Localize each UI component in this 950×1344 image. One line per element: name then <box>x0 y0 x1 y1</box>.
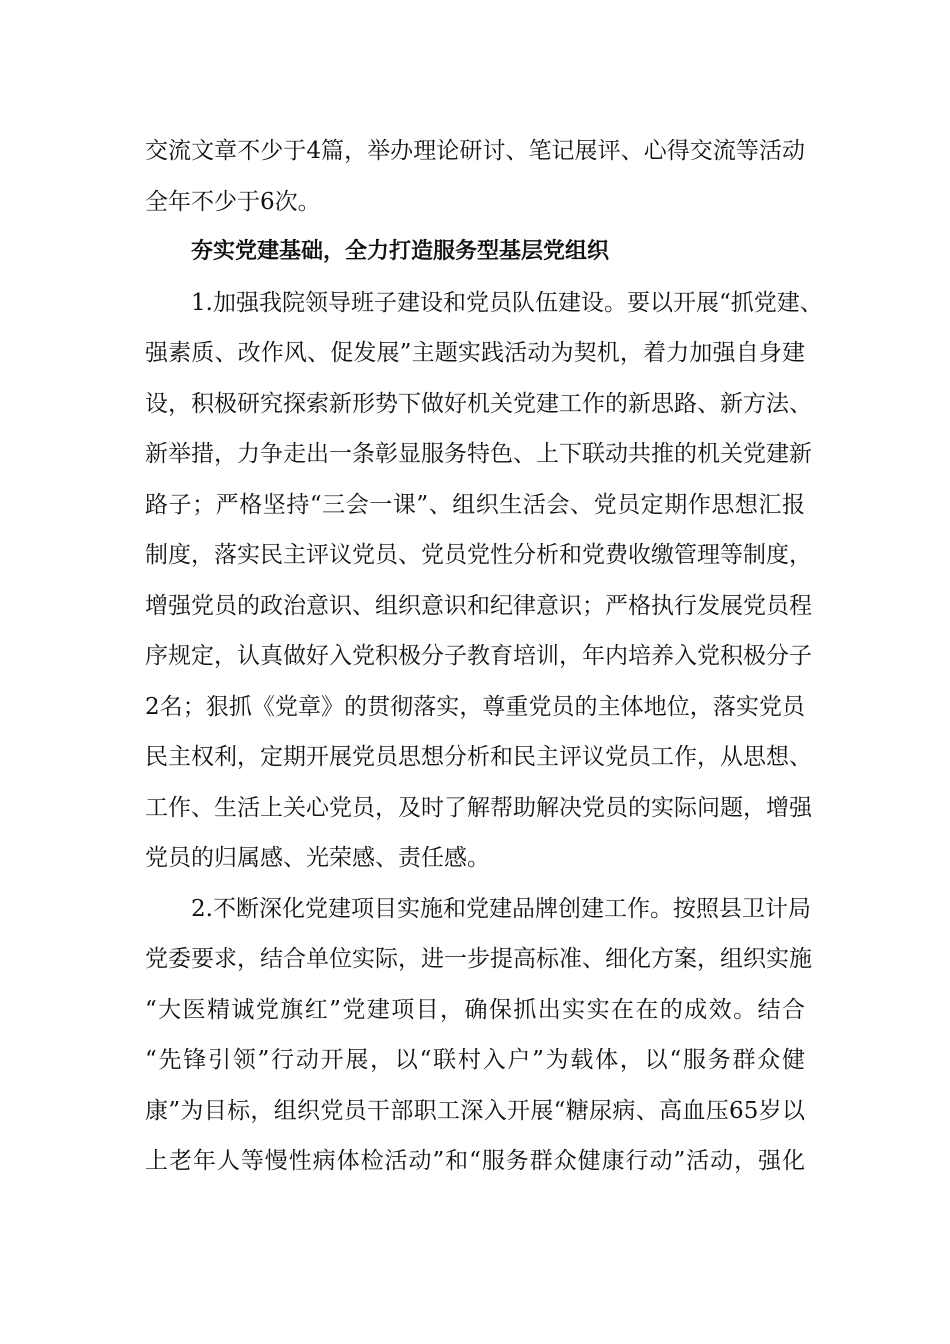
text-line: 民主权利，定期开展党员思想分析和民主评议党员工作，从思想、 <box>145 744 812 770</box>
text-line: “大医精诚党旗红”党建项目，确保抓出实实在在的成效。结合 <box>145 996 805 1023</box>
text-line: 党员的归属感、光荣感、责任感。 <box>145 845 490 871</box>
text-line: 序规定，认真做好入党积极分子教育培训，年内培养入党积极分子 <box>145 643 812 669</box>
text-line: 工作、生活上关心党员，及时了解帮助解决党员的实际问题，增强 <box>145 794 812 821</box>
text-line: 全年不少于6次。 <box>145 188 321 215</box>
text-line: 新举措，力争走出一条彰显服务特色、上下联动共推的机关党建新 <box>145 441 812 467</box>
text-line: 2名；狠抓《党章》的贯彻落实，尊重党员的主体地位，落实党员 <box>145 693 805 720</box>
text-line: 强素质、改作风、促发展”主题实践活动为契机，着力加强自身建 <box>145 340 805 366</box>
text-line: 交流文章不少于4篇，举办理论研讨、笔记展评、心得交流等活动 <box>145 138 805 164</box>
text-line: 路子；严格坚持“三会一课”、组织生活会、党员定期作思想汇报 <box>145 491 805 518</box>
text-line: 1.加强我院领导班子建设和党员队伍建设。要以开展“抓党建、 <box>191 289 823 316</box>
text-line: 设，积极研究探索新形势下做好机关党建工作的新思路、新方法、 <box>145 390 812 417</box>
text-line: 2.不断深化党建项目实施和党建品牌创建工作。按照县卫计局 <box>191 895 811 922</box>
text-line: 党委要求，结合单位实际，进一步提高标准、细化方案，组织实施 <box>145 946 812 972</box>
text-line: 上老年人等慢性病体检活动”和“服务群众健康行动”活动，强化 <box>145 1148 805 1174</box>
text-line: 制度，落实民主评议党员、党员党性分析和党费收缴管理等制度， <box>145 542 812 568</box>
text-line: 增强党员的政治意识、组织意识和纪律意识；严格执行发展党员程 <box>145 592 812 619</box>
document-body <box>145 128 823 1189</box>
section-heading: 夯实党建基础，全力打造服务型基层党组织 <box>191 239 610 264</box>
text-line: “先锋引领”行动开展，以“联村入户”为载体，以“服务群众健 <box>145 1047 805 1073</box>
text-line: 康”为目标，组织党员干部职工深入开展“糖尿病、高血压65岁以 <box>145 1097 805 1124</box>
